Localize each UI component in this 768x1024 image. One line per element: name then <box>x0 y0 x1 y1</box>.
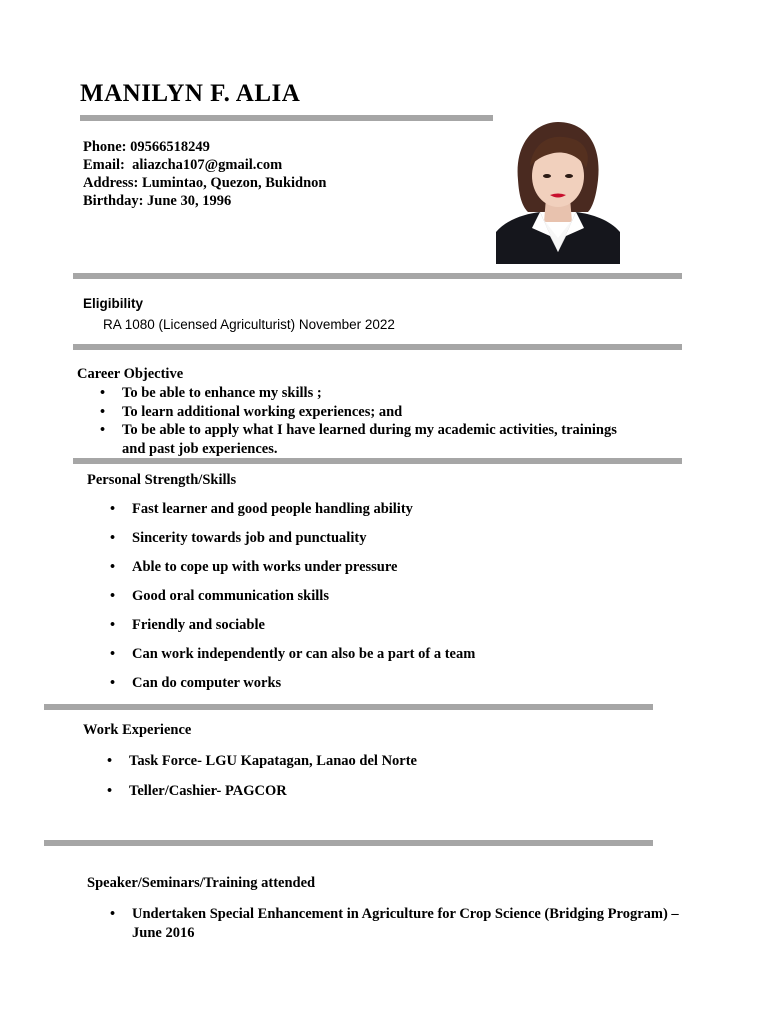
work-experience-heading: Work Experience <box>83 722 192 738</box>
divider <box>73 344 682 350</box>
career-objective-heading: Career Objective <box>77 366 184 382</box>
email-line: Email: aliazcha107@gmail.com <box>83 157 283 173</box>
list-item: • Good oral communication skills <box>132 587 632 616</box>
eligibility-heading: Eligibility <box>83 296 144 311</box>
strengths-list <box>132 500 632 703</box>
list-item: • Task Force- LGU Kapatagan, Lanao del Norte <box>129 752 629 782</box>
birthday-line: Birthday: June 30, 1996 <box>83 193 232 209</box>
divider <box>44 704 653 710</box>
list-item: • Fast learner and good people handling ability <box>132 500 632 529</box>
eligibility-value: RA 1080 (Licensed Agriculturist) November 2022 <box>103 317 395 332</box>
divider <box>80 115 493 121</box>
seminars-heading: Speaker/Seminars/Training attended <box>87 875 316 891</box>
list-item: • Can work independently or can also be a part of a team <box>132 645 632 674</box>
profile-photo <box>496 120 620 264</box>
seminars-list <box>132 905 692 942</box>
resume-name: MANILYN F. ALIA <box>80 80 301 107</box>
list-item: • To learn additional working experiences; and <box>122 403 642 422</box>
divider <box>44 840 653 846</box>
work-experience-list <box>129 752 629 812</box>
contact-block <box>83 138 326 210</box>
divider <box>73 458 682 464</box>
list-item: • Able to cope up with works under pressure <box>132 558 632 587</box>
list-item: • Teller/Cashier- PAGCOR <box>129 782 629 812</box>
list-item: • Sincerity towards job and punctuality <box>132 529 632 558</box>
strengths-heading: Personal Strength/Skills <box>87 472 237 488</box>
list-item: • To be able to enhance my skills ; <box>122 384 642 403</box>
list-item: • Can do computer works <box>132 674 632 703</box>
list-item: • Friendly and sociable <box>132 616 632 645</box>
list-item: • To be able to apply what I have learned during my academic activities, trainings and past job experiences. <box>122 421 642 458</box>
career-objective-list <box>122 384 642 458</box>
phone-line: Phone: 09566518249 <box>83 139 210 155</box>
address-line: Address: Lumintao, Quezon, Bukidnon <box>83 175 327 191</box>
divider <box>73 273 682 279</box>
profile-photo-illustration <box>496 120 620 264</box>
list-item: • Undertaken Special Enhancement in Agriculture for Crop Science (Bridging Program) – June 2016 <box>132 905 692 942</box>
